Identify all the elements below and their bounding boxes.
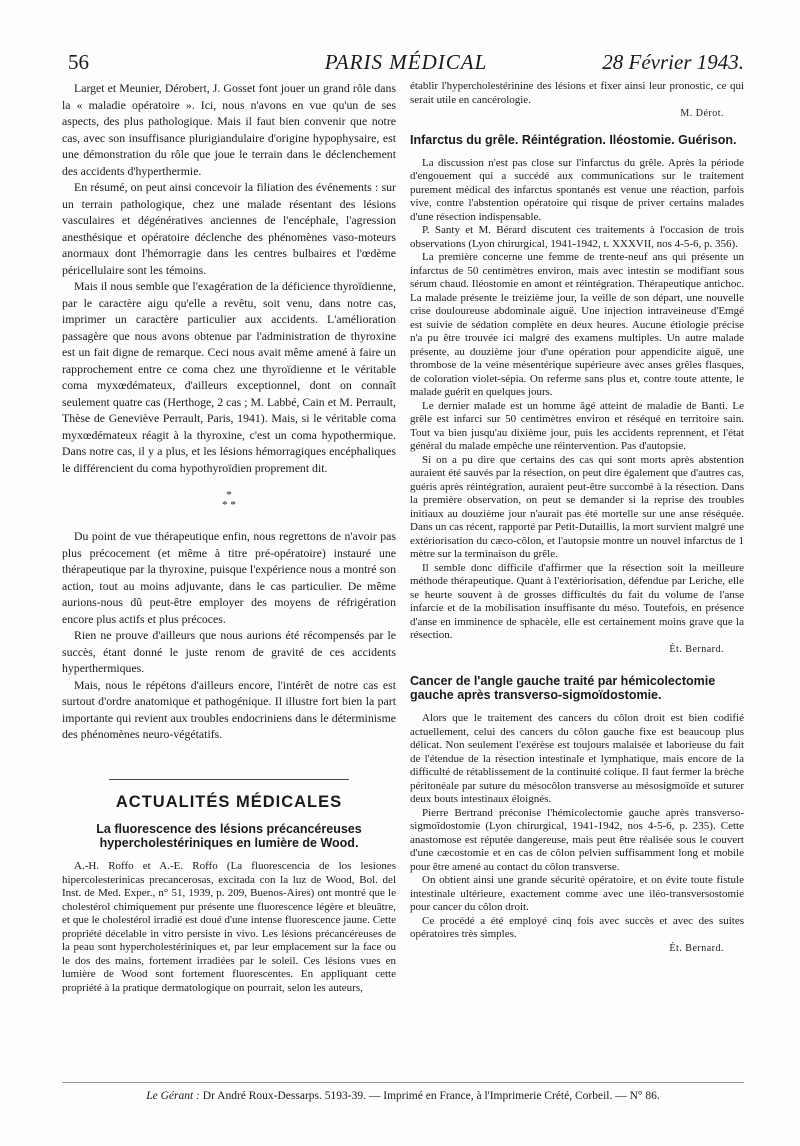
paragraph: Du point de vue thérapeutique enfin, nous regrettons de n'avoir pas plus précocement (et même à titre pré-opératoire) instauré une thérapeutique par la thyroxine, puisque l'expérience nous a montré son action, tout au moins adjuvante, dans le cas particulier. De même aurions-nous dû peut-être employer des moyens de réfrigération encore plus actifs et plus précoces.: [62, 529, 396, 626]
article-title: Cancer de l'angle gauche traité par hémicolectomie gauche après transverso-sigmoïdostomie.: [410, 674, 716, 702]
paragraph: Pierre Bertrand préconise l'hémicolectomie gauche après transverso-sigmoïdostomie (Lyon chirurgical, 1941-1942, nos 4-5-6, p. 235). Cette anastomose est réputée dangereuse, mais peut être réalisée sous le couvert d'une cæcostomie et en cas de côlon pelvien suffisamment long et mobile pour être amené au contact du côlon transverse.: [410, 806, 744, 873]
paragraph: Si on a pu dire que certains des cas qui sont morts après abstention auraient été sauvés par la résection, on peut dire également que d'autres cas, guéris après réintégration, auraient peut-être succombé à la résection. Dans la première observation, on peut se demander si la reprise des troubles initiaux au douzième jour n'aurait pas été mortelle sur une anse réséquée. Dans un cas récent, rapporté par Petit-Dutaillis, la mort survient malgré une extériorisation du cæco-côlon, et l'autopsie montre un nouvel infarctus de 1 mètre sur la terminaison du grêle.: [410, 453, 744, 560]
signature: M. Dérot.: [680, 108, 724, 119]
asterism: [62, 490, 396, 510]
left-column: [62, 80, 396, 995]
article-title: La fluorescence des lésions précancéreuses hypercholestériniques en lumière de Wood.: [96, 822, 362, 850]
paragraph: établir l'hypercholestérinine des lésions et fixer ainsi leur pronostic, ce qui serait utile en cancérologie.: [410, 80, 744, 106]
asterism-top: *: [226, 489, 232, 501]
gerant-name: Dr André Roux-Dessarps.: [202, 1090, 322, 1102]
page-number: 56: [68, 50, 89, 74]
imprint: 5193-39. — Imprimé en France, à l'Imprimerie Crété, Corbeil. — N° 86.: [324, 1090, 660, 1102]
section-heading: ACTUALITÉS MÉDICALES: [115, 792, 343, 811]
asterism-bottom: * *: [222, 499, 236, 511]
signature: Ét. Bernard.: [669, 643, 724, 655]
paragraph: Ce procédé a été employé cinq fois avec succès et avec des suites opératoires très simples.: [410, 914, 744, 940]
section-rule: [109, 779, 349, 780]
right-column: [410, 80, 744, 955]
paragraph: Le dernier malade est un homme âgé atteint de maladie de Banti. Le grêle est infarci sur 50 centimètres environ et réséqué en territoire sain. Tout va bien jusqu'au dixième jour, puis les accidents reprennent, et l'état général du malade empêche une réintervention. Pas d'autopsie.: [410, 399, 744, 452]
paragraph: A.-H. Roffo et A.-E. Roffo (La fluorescencia de los lesiones hipercolesterinicas precancerosas, excitada con la luz de Wood, Bol. del Inst. de Med. Exper., n° 51, 1939, p. 209, Buenos-Aires) ont montré que le cholestérol chimiquement pur présente une fluorescence légère et bleuâtre, et que le cholestérol irradié est doué d'une intense fluorescence jaune. Cette propriété décelable in vitro persiste in vivo. Les lésions précancéreuses de la peau sont hypercholestériniques et, par leur emplacement sur la face ou le dos des mains, fortement irradiées par le soleil. Ces lésions vues en lumière de Wood sont fortement fluorescentes. En appliquant cette propriété à la pratique dermatologique on pourrait, selon les auteurs,: [62, 860, 396, 994]
paragraph: Rien ne prouve d'ailleurs que nous aurions été récompensés par le succès, étant donné le juste renom de gravité de ces accidents hyperthermiques.: [62, 628, 396, 675]
footer-rule: [62, 1082, 744, 1083]
paragraph: La première concerne une femme de trente-neuf ans qui présente un infarctus de 50 centimètres environ, mais avec intestin se modifiant sous sérum chaud. Iléostomie en amont et réintégration. Thérapeutique antichoc. La malade présente le treizième jour, la veille de son départ, une nouvelle crise douloureuse abdominale aiguë. Une injection intraveineuse d'Emgé est suivie de sédation complète en deux heures. Aucune étiologie précise n'a pu être trouvée ici malgré des examens multiples. Un autre malade présente, au douzième jour d'une opération pour appendicite aiguë, une thrombose de la veine mésentérique supérieure avec anses grêles flasques, de coloration violet-sépia. On referme sans plus et, contre toute attente, le malade guérit en quelques jours.: [410, 251, 744, 398]
page-header: [68, 50, 744, 76]
paragraph: On obtient ainsi une grande sécurité opératoire, et on évite toute fistule intestinale ultérieure, exactement comme avec une iléo-transversostomie pour cancer du côlon droit.: [410, 874, 744, 913]
paragraph: P. Santy et M. Bérard discutent ces traitements à l'occasion de trois observations (Lyon chirurgical, 1941-1942, t. XXXVII, nos 4-5-6, p. 356).: [410, 224, 744, 250]
paragraph: Alors que le traitement des cancers du côlon droit est bien codifié actuellement, celui des cancers du côlon gauche fixe est beaucoup plus délicat. Non seulement l'exérèse est toujours malaisée et laborieuse du fait de l'étendue de la résection intestinale et lymphatique, mais encore de la difficulté de rétablissement de la continuité colique. Il faut fermer la brèche péritonéale par suture du mésocôlon transverse au mésosigmoïde et suturer deux bouts intestinaux éloignés.: [410, 712, 744, 805]
gerant-label: Le Gérant :: [146, 1090, 200, 1102]
paragraph: En résumé, on peut ainsi concevoir la filiation des événements : sur un terrain pathologique, chez une malade résentant des lésions vasculaires et dégénératives anciennes de l'encéphale, l'agression anesthésique et opératoire déclenche des phénomènes vaso-moteurs anormaux dont l'hémorragie dans les centres bulbaires et l'œdème péricellulaire sont les témoins.: [62, 180, 396, 277]
issue-date: 28 Février 1943.: [602, 50, 744, 74]
paragraph: Mais, nous le répétons d'ailleurs encore, l'intérêt de notre cas est surtout d'ordre anatomique et pathogénique. Il illustre fort bien la part importante qui revient aux troubles endocriniens dans le déterminisme des phénomènes neuro-végétatifs.: [62, 677, 396, 741]
journal-title: PARIS MÉDICAL: [324, 50, 488, 74]
signature: Ét. Bernard.: [669, 942, 724, 954]
paragraph: La discussion n'est pas close sur l'infarctus du grêle. Après la période d'engouement qui a succédé aux communications sur le traitement purement médical des infarctus spontanés est venue une réaction, parfois vive, contre l'abstention opératoire qui risque de priver certains malades d'une résection indispensable.: [410, 156, 744, 223]
paragraph: Il semble donc difficile d'affirmer que la résection soit la meilleure méthode thérapeutique. Quant à l'extériorisation, défendue par Leriche, elle se heurte souvent à de grosses difficultés du fait du volume de l'anse infarcie et de la mobilisation insuffisante du méso. Toutefois, en présence d'anse en imminence de sphacèle, elle est certainement moins grave que la résection.: [410, 561, 744, 641]
article-title: Infarctus du grêle. Réintégration. Iléostomie. Guérison.: [410, 132, 737, 147]
paragraph: Mais il nous semble que l'exagération de la déficience thyroïdienne, par le caractère aigu qu'elle a revêtu, soit venu, dans notre cas, imprimer un caractère particulier aux accidents. L'amélioration passagère que nous avons obtenue par l'administration de thyroxine est un fait digne de remarque. Ceci nous avait même amené à faire un rapprochement entre ce coma chez une thyroïdienne et le véritable coma myxœdémateux, d'ailleurs exceptionnel, dont on connaît seulement quatre cas (Herthoge, 2 cas ; M. Labbé, Cain et M. Perrault, Thèse de Geneviève Perrault, Paris, 1941). Mais, si le véritable coma myxœdémateux réagit à la thyroxine, c'est un coma hypothermique. Dans notre cas, il y a plus, et les lésions hémorragiques encéphaliques le différencient du coma hypothyroïdien proprement dit.: [62, 279, 396, 475]
paragraph: Larget et Meunier, Dérobert, J. Gosset font jouer un grand rôle dans la « maladie opératoire ». Ici, nous n'avons en vue qu'un de ses aspects, des plus pathologique. Mais il faut bien convenir que notre cas, avec son insuffisance plurigiandulaire d'origine hypophysaire, est une démonstration du rôle que joue le terrain dans le déclenchement des accidents d'hyperthermie.: [62, 81, 396, 178]
page-footer: [62, 1090, 744, 1102]
